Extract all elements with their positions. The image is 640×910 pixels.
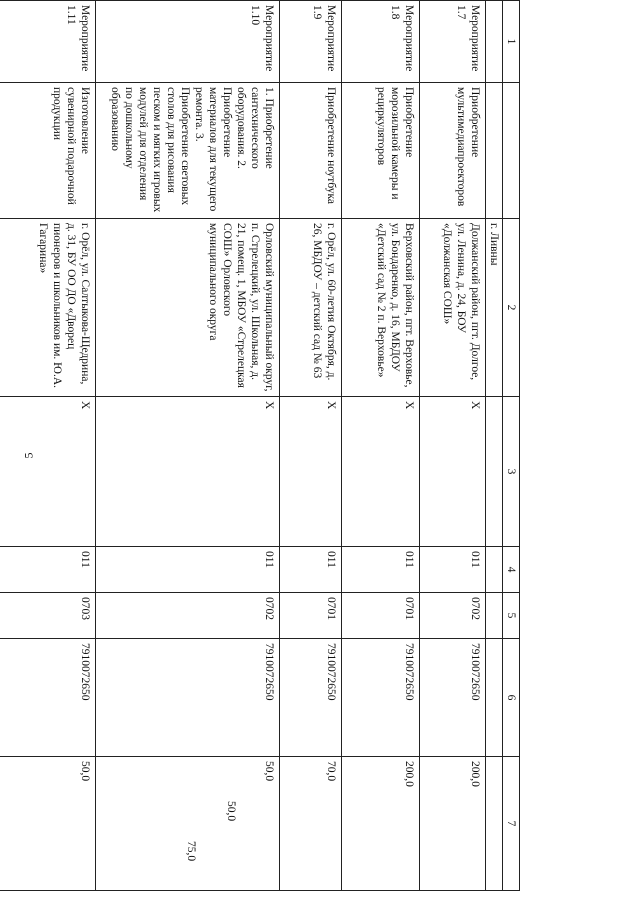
- col7-cell: [96, 757, 280, 891]
- description-cell: Приобретение ноутбука: [280, 83, 342, 219]
- col5-cell: 0701: [280, 593, 342, 639]
- col7-cell: 200,0: [342, 757, 420, 891]
- amount-value: 50,0: [263, 761, 275, 782]
- address-cell: Орловский муниципальный округ, п. Стрелецкий, ул. Школьная, д. 21, помещ. 1, МБОУ «Стрелецкая СОШ» Орловского муниципального округа: [96, 219, 280, 397]
- col6-cell: 7910072650: [342, 639, 420, 757]
- table-row: [96, 1, 280, 891]
- col4-cell: 011: [420, 547, 486, 593]
- table-cell: [486, 593, 503, 639]
- address-cell: г. Орёл, ул. 60-летия Октября, д. 26, МБДОУ – детский сад № 63: [280, 219, 342, 397]
- table-cell: [486, 639, 503, 757]
- event-cell: Мероприятие 1.7: [420, 1, 486, 83]
- table-row: [0, 1, 96, 891]
- table-cell: [486, 547, 503, 593]
- col7-cell: 200,0: [420, 757, 486, 891]
- col4-cell: 011: [96, 547, 280, 593]
- table-row: [342, 1, 420, 891]
- table-row: [280, 1, 342, 891]
- col6-cell: 7910072650: [280, 639, 342, 757]
- col5-cell: 0703: [0, 593, 96, 639]
- city-label: г. Ливны: [486, 219, 503, 397]
- col3-cell: X: [0, 397, 96, 547]
- table-cell: [486, 83, 503, 219]
- event-cell: Мероприятие 1.10: [96, 1, 280, 83]
- col3-cell: X: [342, 397, 420, 547]
- event-cell: Мероприятие 1.9: [280, 1, 342, 83]
- amount-value: 75,0: [185, 841, 197, 862]
- col5-cell: 0702: [96, 593, 280, 639]
- header-row: [503, 1, 520, 891]
- col5-cell: 0701: [342, 593, 420, 639]
- table-cell: [486, 1, 503, 83]
- col6-cell: 7910072650: [0, 639, 96, 757]
- table-row: [420, 1, 486, 891]
- header-cell: 3: [503, 397, 520, 547]
- table-cell: [486, 757, 503, 891]
- col7-cell: 50,0: [0, 757, 96, 891]
- col6-cell: 7910072650: [420, 639, 486, 757]
- address-cell: Верховский район, пгт. Верховье, ул. Бондаренко, д. 16, МБДОУ «Детский сад № 2 п. Верховье»: [342, 219, 420, 397]
- col4-cell: 011: [342, 547, 420, 593]
- event-cell: Мероприятие 1.11: [0, 1, 96, 83]
- header-cell: 5: [503, 593, 520, 639]
- col3-cell: X: [420, 397, 486, 547]
- header-cell: 7: [503, 757, 520, 891]
- col3-cell: X: [96, 397, 280, 547]
- col4-cell: 011: [280, 547, 342, 593]
- description-cell: Приобретение морозильной камеры и рециркуляторов: [342, 83, 420, 219]
- address-cell: Должанский район, пгт. Долгое, ул. Ленина, д. 24, БОУ «Должанская СОШ»: [420, 219, 486, 397]
- header-cell: [503, 83, 520, 219]
- header-cell: 2: [503, 219, 520, 397]
- description-cell: Приобретение мультимедиапроекторов: [420, 83, 486, 219]
- address-cell: г. Орёл, ул. Салтыкова-Щедрина, д. 31, БУ ОО ДО «Дворец пионеров и школьников им. Ю.А. Гагарина»: [0, 219, 96, 397]
- header-cell: 6: [503, 639, 520, 757]
- table-cell: [486, 397, 503, 547]
- col5-cell: 0702: [420, 593, 486, 639]
- page-number: 5: [21, 452, 36, 459]
- description-cell: Изготовление сувенирной подарочной продукции: [0, 83, 96, 219]
- header-cell: 1: [503, 1, 520, 83]
- col7-cell: 70,0: [280, 757, 342, 891]
- subheader-row: [486, 1, 503, 891]
- amount-value: 50,0: [225, 801, 237, 822]
- col4-cell: 011: [0, 547, 96, 593]
- col3-cell: X: [280, 397, 342, 547]
- header-cell: 4: [503, 547, 520, 593]
- description-cell: 1. Приобретение сантехнического оборудования. 2. Приобретение материалов для текущего ремонта. 3. Приобретение световых столов для рисования песком и мягких игровых модулей для отделения по дошкольному образованию: [96, 83, 280, 219]
- col6-cell: 7910072650: [96, 639, 280, 757]
- event-cell: Мероприятие 1.8: [342, 1, 420, 83]
